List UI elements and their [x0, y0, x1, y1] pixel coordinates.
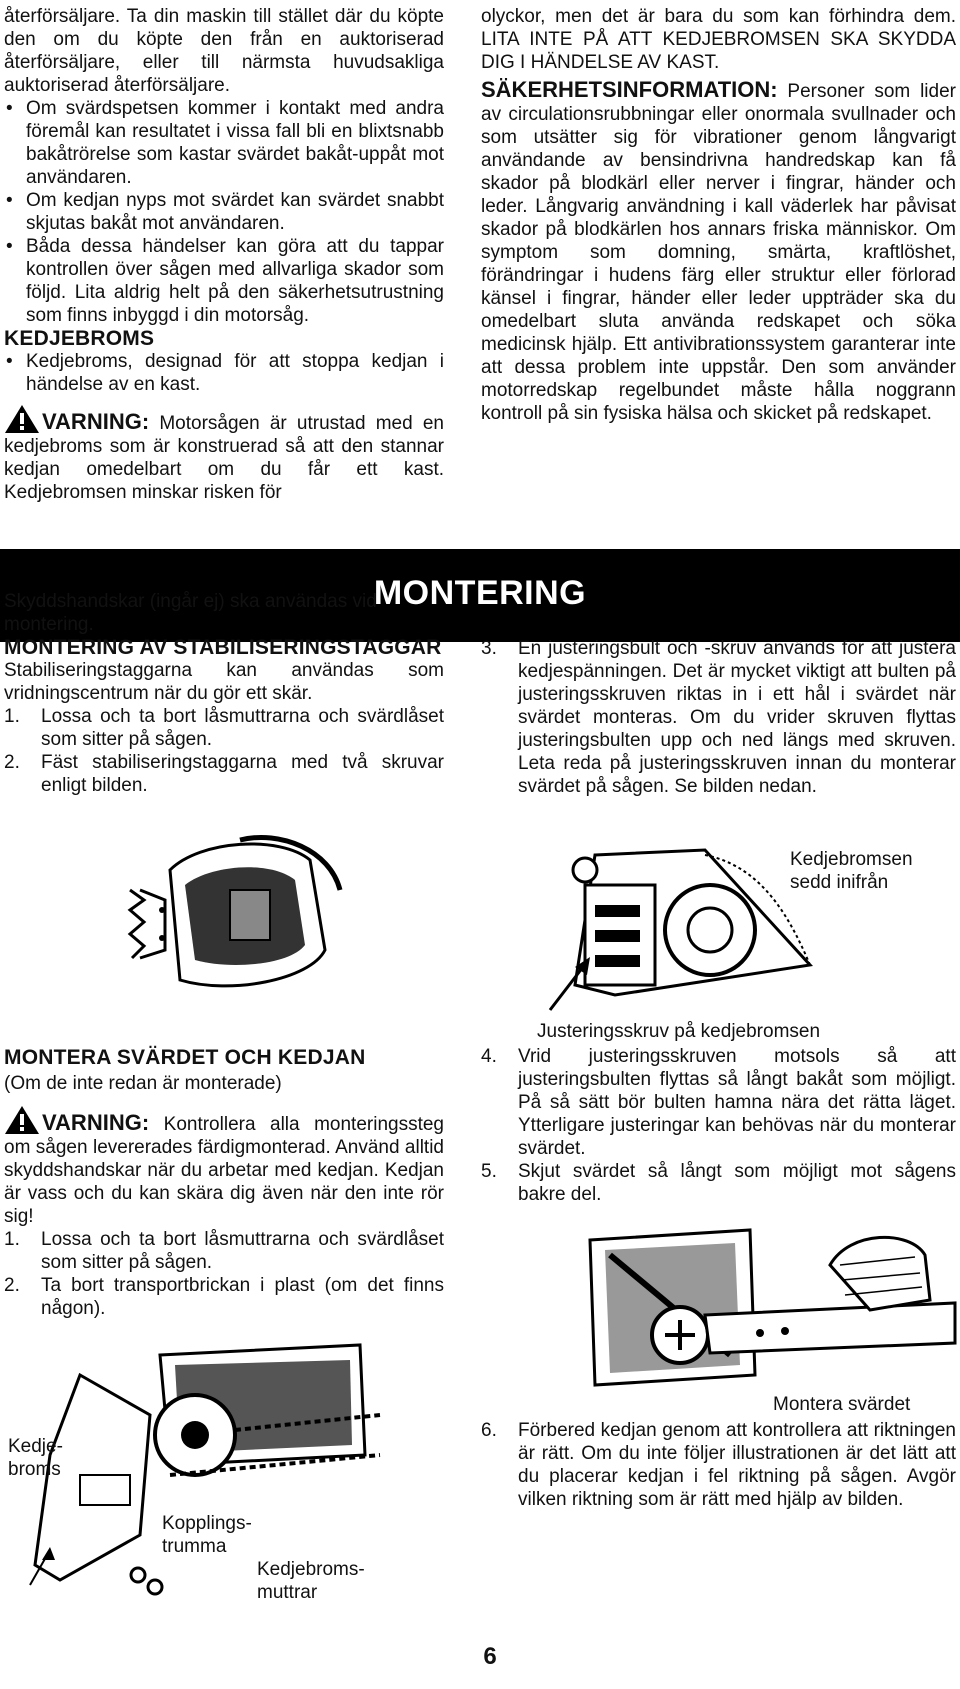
stabilizer-text: Stabiliseringstaggarna kan användas som vridningscentrum när du gör ett skär. — [4, 660, 444, 704]
list-item: • Båda dessa händelser kan göra att du tappar kontrollen över sågen med allvarliga skador som följd. Lita aldrig helt på den säkerhetsutrustning som finns inbyggd i din motorsåg. — [4, 235, 444, 327]
list-item: • Om svärdspetsen kommer i kontakt med andra föremål kan resultatet i vissa fall bli en blixtsnabb bakåtrörelse som kastar svärdet bakåt-uppåt mot användaren. — [4, 97, 444, 189]
adjustment-screw-caption: Justeringsskruv på kedjebromsen — [537, 1021, 821, 1042]
page-number: 6 — [483, 1643, 497, 1670]
list-item: 6. Förbered kedjan genom att kontrollera att riktningen är rätt. Om du inte följer illustrationen är det lätt att du placerar kedjan i fel riktning på sågen. Avgör vilken riktning som är rätt med hjälp av bilden. — [481, 1420, 956, 1510]
steps-4-5-list — [481, 1045, 956, 1206]
kedjebroms-label: Kedje- broms — [8, 1436, 63, 1480]
right-bottom-column — [481, 637, 956, 798]
kickback-bullets — [4, 97, 444, 327]
list-item: • Kedjebroms, designad för att stoppa kedjan i händelse av en kast. — [4, 350, 444, 396]
warning-label: VARNING: — [42, 1110, 150, 1135]
list-item: 1. Lossa och ta bort låsmuttrarna och svärdlåset som sitter på sågen. — [4, 706, 444, 750]
list-item: 2. Fäst stabiliseringstaggarna med två skruvar enligt bilden. — [4, 752, 444, 796]
list-item: 5. Skjut svärdet så långt som möjligt mot sågens bakre del. — [481, 1161, 956, 1205]
bar-chain-heading: MONTERA SVÄRDET OCH KEDJAN — [4, 1046, 366, 1069]
warning-triangle-icon — [4, 404, 40, 434]
safety-info-label: SÄKERHETSINFORMATION: — [481, 77, 778, 102]
warning-label: VARNING: — [42, 409, 150, 434]
chain-brake-warning — [4, 404, 444, 504]
step-3-list — [481, 637, 956, 798]
list-item: 3. En justeringsbult och -skruv används för att justera kedjespänningen. Det är mycket viktigt att bulten på justeringsskruven riktas in i ett hål i svärdet när svärdet monteras. Om du vrider skruven flyttas justeringsbulten upp och ned längs med skruven. Leta reda på justeringsskruven innan du monterar svärdet på sågen. Se bilden nedan. — [481, 638, 956, 797]
safety-info-paragraph — [481, 78, 956, 425]
adjustment-arrow — [545, 955, 595, 1015]
left-top-column — [4, 5, 444, 504]
mount-bar-caption: Montera svärdet — [773, 1394, 911, 1415]
chain-brake-inside-caption: Kedjebromsen sedd inifrån — [790, 849, 913, 893]
left-bottom-column-2 — [4, 1046, 444, 1320]
right-bottom-column-2 — [481, 1045, 956, 1206]
kopplingstrumma-label: Kopplings- trumma — [162, 1513, 252, 1557]
warning-continuation: olyckor, men det är bara du som kan förhindra dem. LITA INTE PÅ ATT KEDJEBROMSEN SKA SKYDDA DIG I HÄNDELSE AV KAST. — [481, 6, 956, 73]
bar-chain-subheading: (Om de inte redan är monterade) — [4, 1073, 282, 1094]
gloves-note: Skyddshandskar (ingår ej) ska användas vid montering. — [4, 591, 377, 635]
kedjebroms-bullets — [4, 350, 444, 396]
caps-warning: LITA INTE PÅ ATT KEDJEBROMSEN SKA SKYDDA DIG I HÄNDELSE AV KAST. — [481, 29, 956, 73]
right-bottom-column-3 — [481, 1419, 956, 1511]
list-item: 1. Lossa och ta bort låsmuttrarna och svärdlåset som sitter på sågen. — [4, 1229, 444, 1273]
safety-info-text: Personer som lider av circulationsrubbningar eller onormala svullnader och som utsätter sig för vibrationer genom långvarigt användande av bensindrivna handredskap kan få skador på blodkärl eller nerver i fingrar, händer och leder. Långvarig användning i kall väderlek har påvisat skador på blodkärlen hos annars friska människor. Om symptom som domning, smärta, kraftlöshet, förändringar i hudens färg eller struktur eller förlorad känsel i fingrar, händer eller leder uppträder ska du omedelbart sluta använda redskapet och söka medicinsk hjälp. Ett antivibrationssystem garanterar inte att dessa problem inte uppstår. Den som använder motorredskap regelbundet måste hålla noggrann kontroll på sin fysiska hälsa och skicket på redskapet. — [481, 81, 956, 424]
list-item: 4. Vrid justeringsskruven motsols så att justeringsbulten flyttas så långt bakåt som möjligt. På så sätt bör bulten hamna nära det rätta läget. Ytterligare justeringar kan behövas när du monterar svärdet. — [481, 1046, 956, 1159]
left-bottom-column — [4, 590, 444, 797]
assembly-warning — [4, 1105, 444, 1228]
warning-text: Motorsågen är utrustad med en kedjebroms som är konstruerad så att den stannar kedjan omedelbart om du får ett kast. Kedjebromsen minskar risken för — [4, 413, 444, 503]
list-item: • Om kedjan nyps mot svärdet kan svärdet snabbt skjutas bakåt mot användaren. — [4, 189, 444, 235]
warning-triangle-icon — [4, 1105, 40, 1135]
section-title: MONTERING — [373, 574, 587, 612]
kedjebroms-heading: KEDJEBROMS — [4, 327, 155, 350]
right-top-column — [481, 5, 956, 425]
kedjebromsmuttrar-label: Kedjebroms- muttrar — [257, 1559, 365, 1603]
step-6-list — [481, 1419, 956, 1511]
warning-text: Kontrollera alla monteringssteg om sågen levererades färdigmonterad. Använd alltid skyddshandskar när du arbetar med kedjan. Kedjan är vass och du kan skära dig även när den inte rör sig! — [4, 1114, 444, 1227]
bar-chain-steps — [4, 1228, 444, 1320]
stabilizer-figure — [110, 830, 350, 1010]
mount-bar-figure — [570, 1225, 960, 1390]
stabilizer-heading: MONTERING AV STABILISERINGSTAGGAR — [4, 636, 442, 659]
stabilizer-steps — [4, 705, 444, 797]
list-item: 2. Ta bort transportbrickan i plast (om det finns någon). — [4, 1275, 444, 1319]
intro-paragraph: återförsäljare. Ta din maskin till stället där du köpte den om du köpte den från en auktoriserad återförsäljare, eller till närmsta huvudsakliga auktoriserad återförsäljare. — [4, 6, 444, 96]
